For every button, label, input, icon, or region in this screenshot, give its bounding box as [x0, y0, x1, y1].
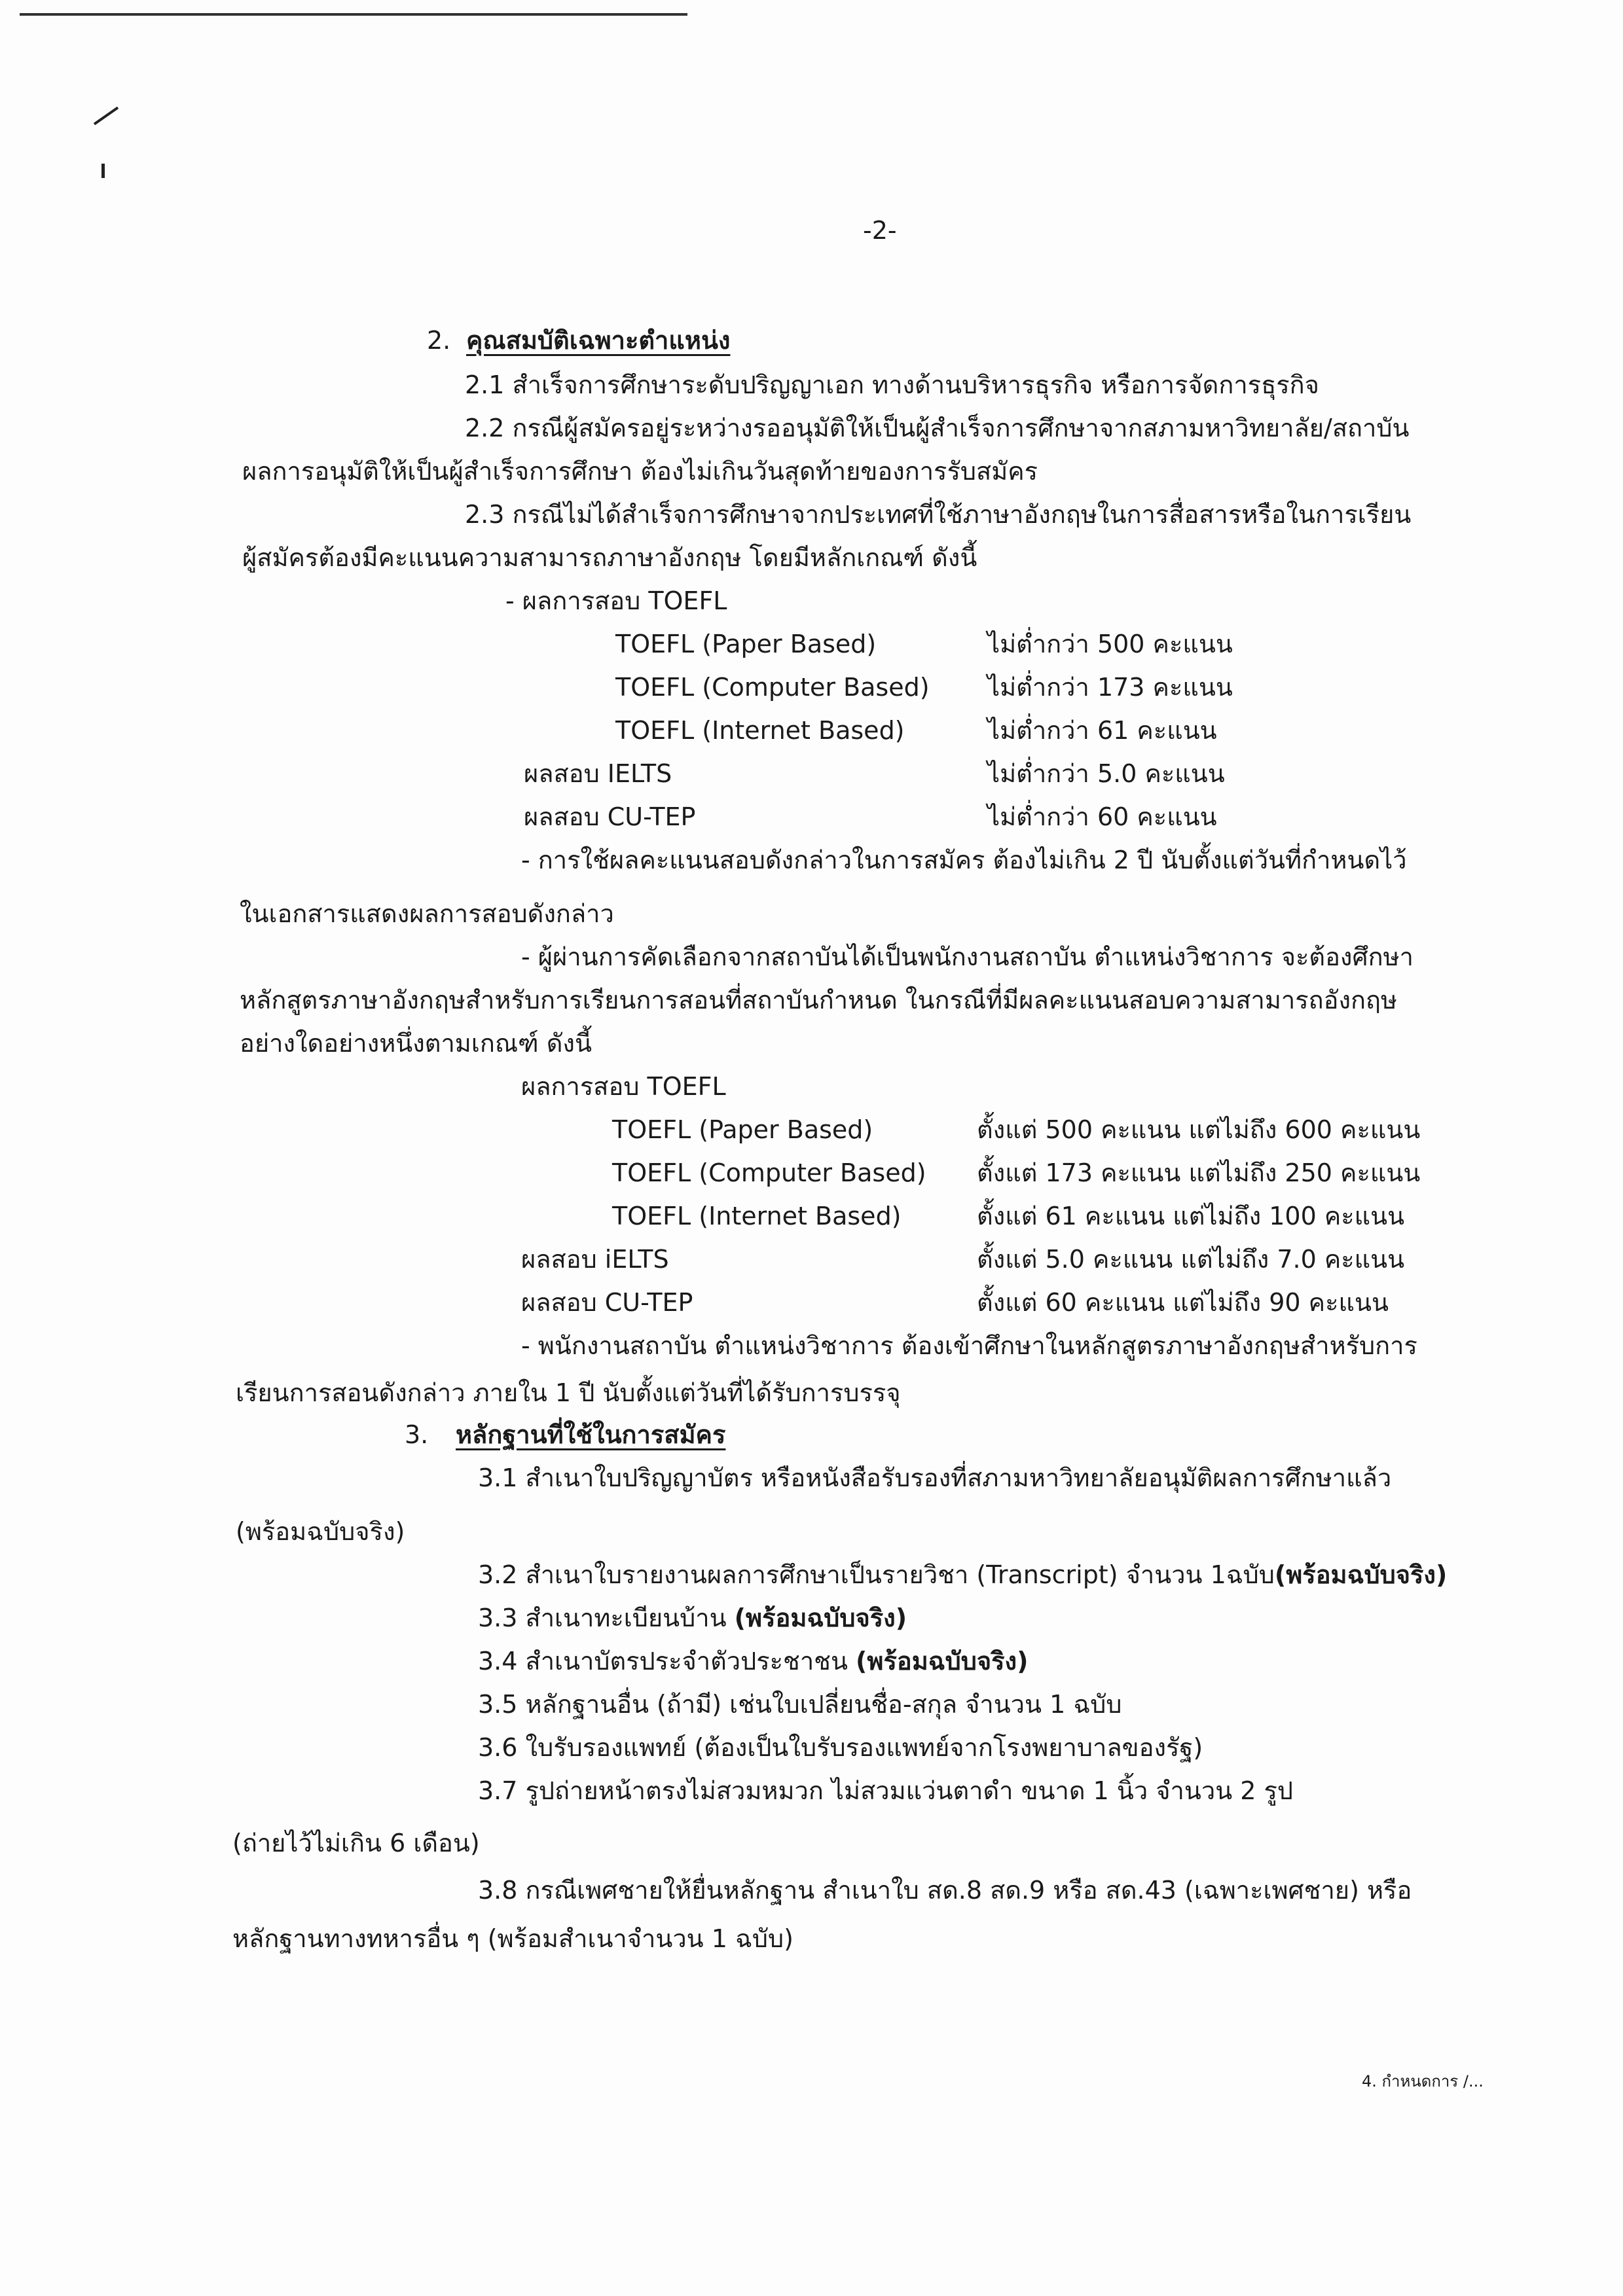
selected-staff-note-cont2: อย่างใดอย่างหนึ่งตามเกณฑ์ ดังนี้ [240, 1029, 592, 1058]
item-3-3-text: 3.3 สำเนาทะเบียนบ้าน [478, 1604, 735, 1632]
item-2-2-cont: ผลการอนุมัติให้เป็นผู้สำเร็จการศึกษา ต้องไม่เกินวันสุดท้ายของการรับสมัคร [242, 457, 1038, 486]
staff-training-note-cont: เรียนการสอนดังกล่าว ภายใน 1 ปี นับตั้งแต่วันที่ได้รับการบรรจุ [236, 1378, 901, 1407]
score-label: ผลสอบ IELTS [524, 759, 672, 788]
page-number: -2- [863, 216, 897, 245]
toefl-heading: - ผลการสอบ TOEFL [505, 586, 727, 615]
item-3-4-text: 3.4 สำเนาบัตรประจำตัวประชาชน [478, 1647, 856, 1676]
staff-training-note: - พนักงานสถาบัน ตำแหน่งวิชาการ ต้องเข้าศึกษาในหลักสูตรภาษาอังกฤษสำหรับการ [521, 1331, 1417, 1360]
item-3-4-original: (พร้อมฉบับจริง) [856, 1647, 1029, 1676]
item-3-3-original: (พร้อมฉบับจริง) [734, 1604, 907, 1632]
score-label: ผลสอบ iELTS [521, 1245, 669, 1274]
score-value: ไม่ต่ำกว่า 500 คะแนน [987, 630, 1233, 658]
score-value: ไม่ต่ำกว่า 5.0 คะแนน [987, 759, 1225, 788]
item-2-3-cont: ผู้สมัครต้องมีคะแนนความสามารถภาษาอังกฤษ โดยมีหลักเกณฑ์ ดังนี้ [242, 543, 977, 572]
score-value: ตั้งแต่ 60 คะแนน แต่ไม่ถึง 90 คะแนน [977, 1288, 1389, 1317]
score-label: TOEFL (Internet Based) [615, 716, 905, 745]
item-3-8-cont: หลักฐานทางทหารอื่น ๆ (พร้อมสำเนาจำนวน 1 ฉบับ) [232, 1924, 793, 1953]
score-label: TOEFL (Paper Based) [612, 1115, 873, 1144]
selected-staff-note: - ผู้ผ่านการคัดเลือกจากสถาบันได้เป็นพนักงานสถาบัน ตำแหน่งวิชาการ จะต้องศึกษา [521, 942, 1413, 971]
scan-speck [101, 164, 105, 178]
score-label: TOEFL (Computer Based) [615, 673, 930, 702]
score-value: ไม่ต่ำกว่า 173 คะแนน [987, 673, 1233, 702]
item-3-1: 3.1 สำเนาใบปริญญาบัตร หรือหนังสือรับรองที่สภามหาวิทยาลัยอนุมัติผลการศึกษาแล้ว [478, 1463, 1392, 1492]
section-3-number: 3. [405, 1420, 429, 1449]
score-value: ตั้งแต่ 173 คะแนน แต่ไม่ถึง 250 คะแนน [977, 1158, 1421, 1187]
score-value: ตั้งแต่ 61 คะแนน แต่ไม่ถึง 100 คะแนน [977, 1202, 1405, 1230]
item-3-7-cont: (ถ่ายไว้ไม่เกิน 6 เดือน) [232, 1829, 480, 1857]
score-label: TOEFL (Paper Based) [615, 630, 877, 658]
next-page-reference: 4. กำหนดการ /... [1362, 2072, 1484, 2090]
section-2-heading: คุณสมบัติเฉพาะตำแหน่ง [466, 326, 731, 355]
section-2-number: 2. [427, 326, 451, 355]
item-2-2: 2.2 กรณีผู้สมัครอยู่ระหว่างรออนุมัติให้เป็นผู้สำเร็จการศึกษาจากสภามหาวิทยาลัย/สถาบัน [465, 414, 1410, 442]
top-scan-rule [20, 13, 687, 16]
item-3-1-cont: (พร้อมฉบับจริง) [236, 1517, 405, 1546]
item-3-2-original: (พร้อมฉบับจริง) [1274, 1560, 1448, 1589]
item-3-6: 3.6 ใบรับรองแพทย์ (ต้องเป็นใบรับรองแพทย์จากโรงพยาบาลของรัฐ) [478, 1733, 1203, 1762]
score-usage-note: - การใช้ผลคะแนนสอบดังกล่าวในการสมัคร ต้องไม่เกิน 2 ปี นับตั้งแต่วันที่กำหนดไว้ [521, 846, 1407, 874]
item-3-7: 3.7 รูปถ่ายหน้าตรงไม่สวมหมวก ไม่สวมแว่นตาดำ ขนาด 1 นิ้ว จำนวน 2 รูป [478, 1776, 1294, 1805]
score-usage-note-cont: ในเอกสารแสดงผลการสอบดังกล่าว [240, 899, 614, 928]
toefl-heading-2: ผลการสอบ TOEFL [521, 1072, 726, 1101]
score-label: TOEFL (Computer Based) [612, 1158, 926, 1187]
item-2-1: 2.1 สำเร็จการศึกษาระดับปริญญาเอก ทางด้านบริหารธุรกิจ หรือการจัดการธุรกิจ [465, 370, 1319, 399]
selected-staff-note-cont: หลักสูตรภาษาอังกฤษสำหรับการเรียนการสอนที่สถาบันกำหนด ในกรณีที่มีผลคะแนนสอบความสามารถอังกฤษ [240, 986, 1398, 1014]
score-value: ตั้งแต่ 500 คะแนน แต่ไม่ถึง 600 คะแนน [977, 1115, 1421, 1144]
item-3-5: 3.5 หลักฐานอื่น (ถ้ามี) เช่นใบเปลี่ยนชื่อ-สกุล จำนวน 1 ฉบับ [478, 1690, 1122, 1719]
item-3-3 [478, 1604, 907, 1634]
score-value: ไม่ต่ำกว่า 60 คะแนน [987, 802, 1217, 831]
scan-speck [94, 107, 119, 126]
score-label: ผลสอบ CU-TEP [524, 802, 696, 831]
score-value: ไม่ต่ำกว่า 61 คะแนน [987, 716, 1217, 745]
item-3-2-text: 3.2 สำเนาใบรายงานผลการศึกษาเป็นรายวิชา (Transcript) จำนวน 1ฉบับ [478, 1560, 1275, 1589]
section-3-heading: หลักฐานที่ใช้ในการสมัคร [456, 1420, 726, 1449]
score-label: TOEFL (Internet Based) [612, 1202, 902, 1230]
item-3-4 [478, 1647, 1028, 1677]
item-3-8: 3.8 กรณีเพศชายให้ยื่นหลักฐาน สำเนาใบ สด.8 สด.9 หรือ สด.43 (เฉพาะเพศชาย) หรือ [478, 1876, 1412, 1905]
item-2-3: 2.3 กรณีไม่ได้สำเร็จการศึกษาจากประเทศที่ใช้ภาษาอังกฤษในการสื่อสารหรือในการเรียน [465, 500, 1412, 529]
score-label: ผลสอบ CU-TEP [521, 1288, 693, 1317]
score-value: ตั้งแต่ 5.0 คะแนน แต่ไม่ถึง 7.0 คะแนน [977, 1245, 1405, 1274]
item-3-2 [478, 1560, 1447, 1590]
